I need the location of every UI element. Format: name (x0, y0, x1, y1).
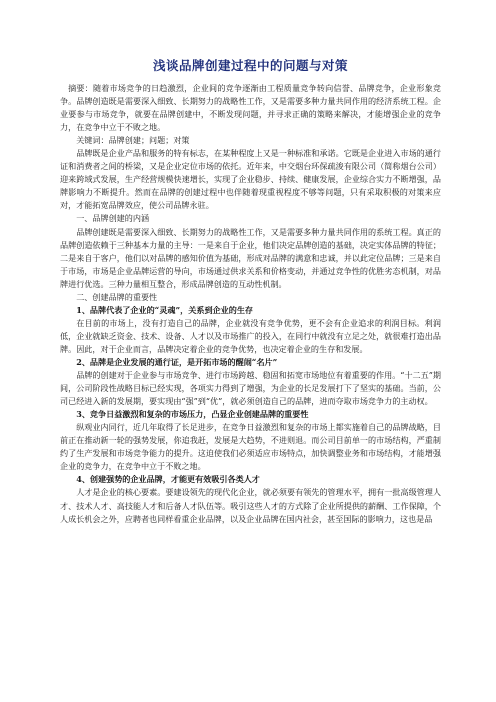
paragraph: 品牌既是企业产品和服务的特有标志，在某种程度上又是一种标准和承诺。它既是企业进入市场的通行证和消费者之间的桥梁，又是企业定位市场的依托。近年来，中交烟台环保疏浚有限公司（简称烟台公司）迎来跨域式发展，生产经营规模快速增长，实现了企业稳步、持续、健康发展，企业综合实力不断增强，品牌影响力不断提升。然而在品牌的创建过程中也伴随着现重视程度不够等问题，只有采取积极的对策来应对，才能拓宽品牌效应，使公司品牌永驻。 (60, 148, 441, 211)
paragraph: 品牌创建既是需要深入细致、长期努力的战略性工作，又是需要多种力量共同作用的系统工程。真正的品牌创造依赖于三种基本力量的主导：一是来自于企业，他们决定品牌创造的基础，决定实体品牌的特征；二是来自于客户，他们以对品牌的感知价值为基础，形成对品牌的满意和忠诚，并以此定位品牌；三是来自于市场，市场是企业品牌运营的导向，市场通过供求关系和价格变动，并通过竞争性的优胜劣态机制，对品牌进行优选。三种力量相互整合，形成品牌创造的互动性机制。 (60, 226, 441, 289)
paragraph: 纵观业内同行，近几年取得了长足进步，在竞争日益激烈和复杂的市场上都实施着自己的品牌战略，目前正在推动新一轮的强势发展，你追我赶，发展是大趋势，不进则退。而公司目前单一的市场结构，严重制约了生产发展和市场竞争能力的提升。这迫使我们必须适应市场特点，加快调整业务和市场结构，才能增强企业的竞争力，在竞争中立于不败之地。 (60, 422, 441, 472)
paragraph: 一、品牌创建的内涵 (76, 213, 150, 224)
subheading: 1、品牌代表了企业的“灵魂”，关系到企业的生存 (76, 304, 254, 315)
paragraph: 在目前的市场上，没有打造自己的品牌，企业就没有竞争优势，更不会有企业追求的利润目标。利润低，企业就缺乏资金、技术、设备、人才以及市场推广的投入，在同行中就没有立足之处，就很难打造出品牌。因此，对于企业而言，品牌决定着企业的竞争优势，也决定着企业的生存和发展。 (60, 317, 441, 354)
paragraph: 二、创建品牌的重要性 (76, 291, 158, 302)
paragraph: 人才是企业的核心要素。要建设领先的现代化企业，就必须要有领先的管理水平，拥有一批高级管理人才、技术人才、高技能人才和后备人才队伍等。吸引这些人才的方式除了企业所提供的薪酬、工作保障，个人成长机会之外，应聘者也同样看重企业品牌，以及企业品牌在国内社会，甚至国际的影响力，这也是品 (60, 487, 441, 524)
paragraph: 关键词：品牌创建；问题；对策 (76, 135, 190, 146)
subheading: 4、创建强势的企业品牌，才能更有效吸引各类人才 (76, 474, 260, 485)
page-title: 浅谈品牌创建过程中的问题与对策 (152, 58, 348, 73)
subheading: 2、品牌是企业发展的通行证，是开拓市场的醒闹“名片” (76, 356, 278, 367)
abstract-paragraph: 摘要：随着市场竞争的日趋激烈，企业间的竞争逐渐由工程质量竞争转向信誉、品牌竞争，企业形象竞争。品牌创造既是需要深入细致、长期努力的战略性工作，又是需要多种力量共同作用的经济系统工程。企业要参与市场竞争，就要在品牌创建中，不断发现问题，并寻求正确的策略来解决，才能增强企业的竞争力，在竞争中立于不败之地。 (60, 83, 441, 133)
article-body (60, 82, 441, 526)
subheading: 3、竞争日益激烈和复杂的市场压力，凸显企业创建品牌的重要性 (76, 409, 309, 420)
paragraph: 品牌的创建对于企业参与市场竞争、进行市场跨越、稳固和拓宽市场地位有着重要的作用。“十二五”期间，公司阶段性战略目标已经实现，各项实力得到了增强，为企业的长足发展打下了坚实的基础。当前，公司已经进入新的发展期，要实现由“强”到“优”，就必须创造自己的品牌，进而夺取市场竞争力的主动权。 (60, 370, 441, 407)
